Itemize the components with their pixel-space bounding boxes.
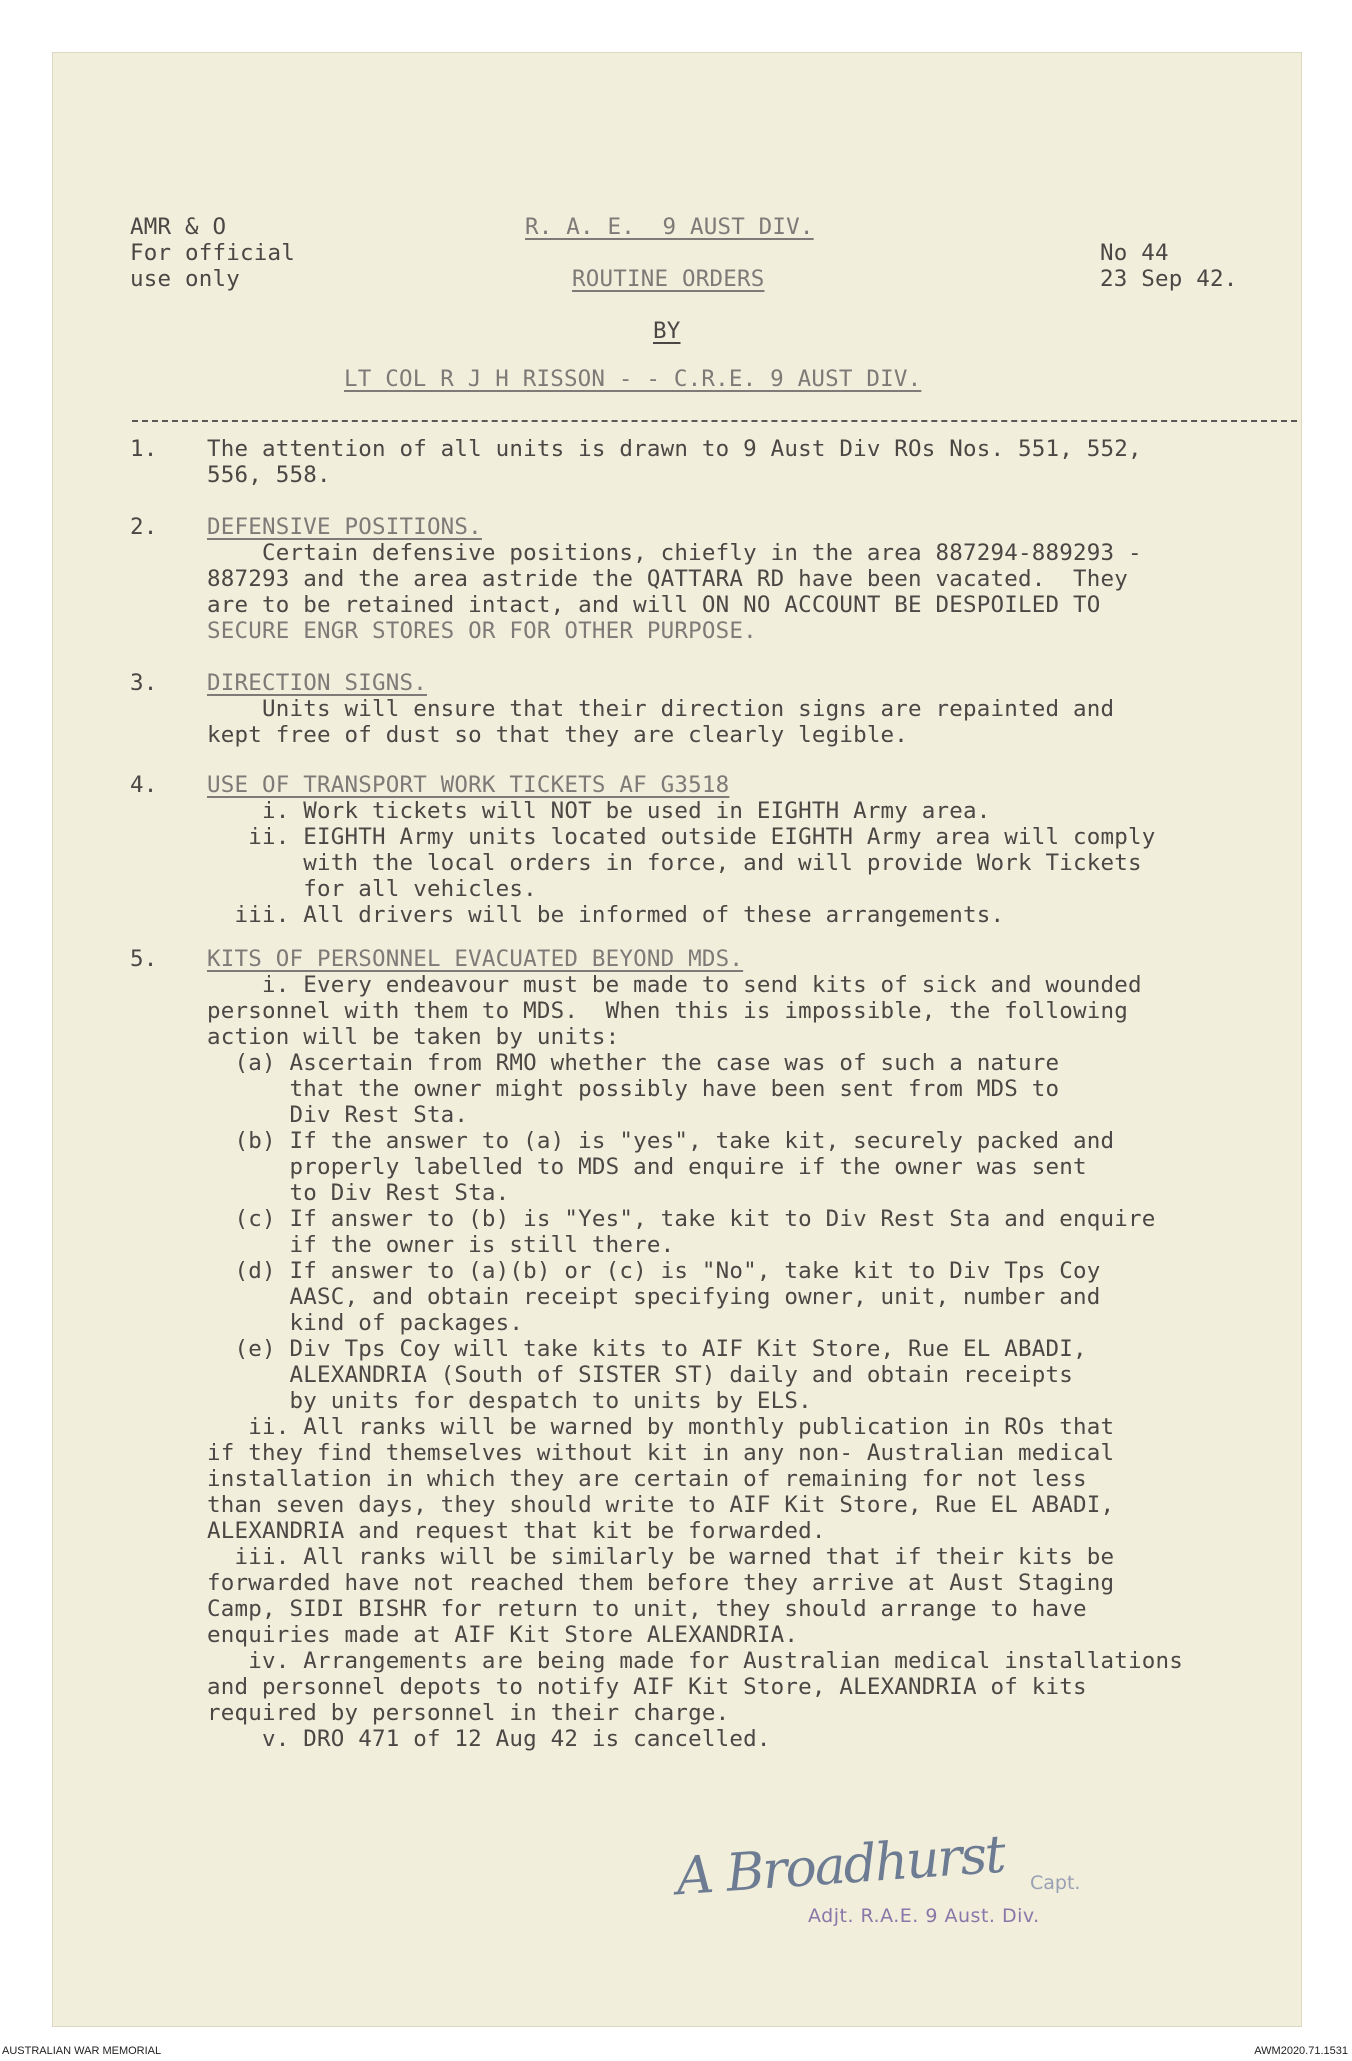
paragraph-line: for all vehicles. (207, 876, 537, 902)
paragraph-line: 556, 558. (207, 462, 331, 488)
paragraph-line: properly labelled to MDS and enquire if the owner was sent (207, 1154, 1087, 1180)
paragraph-line: Camp, SIDI BISHR for return to unit, they should arrange to have (207, 1596, 1087, 1622)
paragraph-line: i. Work tickets will NOT be used in EIGHTH Army area. (207, 798, 991, 824)
order-number: No 44 (1100, 240, 1169, 266)
paragraph-number: 1. (130, 436, 158, 462)
paragraph-line: are to be retained intact, and will ON NO ACCOUNT BE DESPOILED TO (207, 592, 1101, 618)
paragraph-heading: DEFENSIVE POSITIONS. (207, 514, 482, 540)
paragraph-line: AASC, and obtain receipt specifying owner, unit, number and (207, 1284, 1101, 1310)
paragraph-line: forwarded have not reached them before they arrive at Aust Staging (207, 1570, 1115, 1596)
adjutant-stamp: Adjt. R.A.E. 9 Aust. Div. (808, 1905, 1040, 1927)
paragraph-heading: KITS OF PERSONNEL EVACUATED BEYOND MDS. (207, 946, 744, 972)
paragraph-line: installation in which they are certain of remaining for not less (207, 1466, 1087, 1492)
paragraph-line: The attention of all units is drawn to 9 Aust Div ROs Nos. 551, 552, (207, 436, 1142, 462)
paragraph-line: (a) Ascertain from RMO whether the case was of such a nature (207, 1050, 1060, 1076)
paragraph-1 (207, 436, 1142, 488)
paragraph-line: iv. Arrangements are being made for Australian medical installations (207, 1648, 1183, 1674)
paragraph-line: kind of packages. (207, 1310, 524, 1336)
paragraph-line: v. DRO 471 of 12 Aug 42 is cancelled. (207, 1726, 771, 1752)
paragraph-line: enquiries made at AIF Kit Store ALEXANDRIA. (207, 1622, 799, 1648)
distribution-line-3: use only (130, 266, 240, 292)
paragraph-line: to Div Rest Sta. (207, 1180, 510, 1206)
paragraph-line: 887293 and the area astride the QATTARA RD have been vacated. They (207, 566, 1128, 592)
paragraph-heading: USE OF TRANSPORT WORK TICKETS AF G3518 (207, 772, 730, 798)
paragraph-line: kept free of dust so that they are clearly legible. (207, 722, 909, 748)
paragraph-line: ii. All ranks will be warned by monthly publication in ROs that (207, 1414, 1115, 1440)
paragraph-line: personnel with them to MDS. When this is impossible, the following (207, 998, 1128, 1024)
handwritten-signature: A Broadhurst (674, 1824, 1006, 1908)
paragraph-line: Div Rest Sta. (207, 1102, 469, 1128)
distribution-line-1: AMR & O (130, 214, 227, 240)
paragraph-5 (207, 946, 1183, 1752)
paragraph-line: ii. EIGHTH Army units located outside EIGHTH Army area will comply (207, 824, 1156, 850)
by-line: BY (653, 318, 681, 344)
paragraph-line: and personnel depots to notify AIF Kit Store, ALEXANDRIA of kits (207, 1674, 1087, 1700)
paragraph-4 (207, 772, 1155, 928)
document-title: R. A. E. 9 AUST DIV. (525, 214, 814, 240)
paragraph-line: SECURE ENGR STORES OR FOR OTHER PURPOSE. (207, 618, 757, 644)
signature-rank: Capt. (1030, 1872, 1081, 1894)
paragraph-line: (b) If the answer to (a) is "yes", take kit, securely packed and (207, 1128, 1115, 1154)
paragraph-line: ALEXANDRIA (South of SISTER ST) daily and obtain receipts (207, 1362, 1074, 1388)
paragraph-line: that the owner might possibly have been sent from MDS to (207, 1076, 1060, 1102)
paragraph-line: required by personnel in their charge. (207, 1700, 730, 1726)
paragraph-number: 3. (130, 670, 158, 696)
paragraph-line: iii. All ranks will be similarly be warned that if their kits be (207, 1544, 1115, 1570)
paragraph-number: 2. (130, 514, 158, 540)
issuing-officer: LT COL R J H RISSON - - C.R.E. 9 AUST DIV. (344, 366, 922, 392)
paragraph-line: Units will ensure that their direction signs are repainted and (207, 696, 1115, 722)
order-date: 23 Sep 42. (1100, 266, 1238, 292)
document-subtitle: ROUTINE ORDERS (572, 266, 765, 292)
paragraph-line: than seven days, they should write to AIF Kit Store, Rue EL ABADI, (207, 1492, 1115, 1518)
paragraph-line: ALEXANDRIA and request that kit be forwarded. (207, 1518, 826, 1544)
paragraph-line: action will be taken by units: (207, 1024, 620, 1050)
paragraph-number: 5. (130, 946, 158, 972)
paragraph-number: 4. (130, 772, 158, 798)
paragraph-line: i. Every endeavour must be made to send kits of sick and wounded (207, 972, 1142, 998)
paragraph-line: if they find themselves without kit in any non- Australian medical (207, 1440, 1115, 1466)
paragraph-line: iii. All drivers will be informed of these arrangements. (207, 902, 1005, 928)
paragraph-3 (207, 670, 1114, 748)
paragraph-line: if the owner is still there. (207, 1232, 675, 1258)
paragraph-line: with the local orders in force, and will provide Work Tickets (207, 850, 1142, 876)
paragraph-line: (c) If answer to (b) is "Yes", take kit to Div Rest Sta and enquire (207, 1206, 1156, 1232)
paragraph-line: by units for despatch to units by ELS. (207, 1388, 812, 1414)
paragraph-heading: DIRECTION SIGNS. (207, 670, 427, 696)
distribution-line-2: For official (130, 240, 295, 266)
paragraph-line: (d) If answer to (a)(b) or (c) is "No", take kit to Div Tps Coy (207, 1258, 1101, 1284)
footer-institution: AUSTRALIAN WAR MEMORIAL (2, 2045, 162, 2057)
paragraph-line: Certain defensive positions, chiefly in the area 887294-889293 - (207, 540, 1142, 566)
footer-accession-number: AWM2020.71.1531 (1254, 2045, 1348, 2057)
paragraph-2 (207, 514, 1142, 644)
paragraph-line: (e) Div Tps Coy will take kits to AIF Kit Store, Rue EL ABADI, (207, 1336, 1087, 1362)
header-divider (132, 420, 1297, 422)
